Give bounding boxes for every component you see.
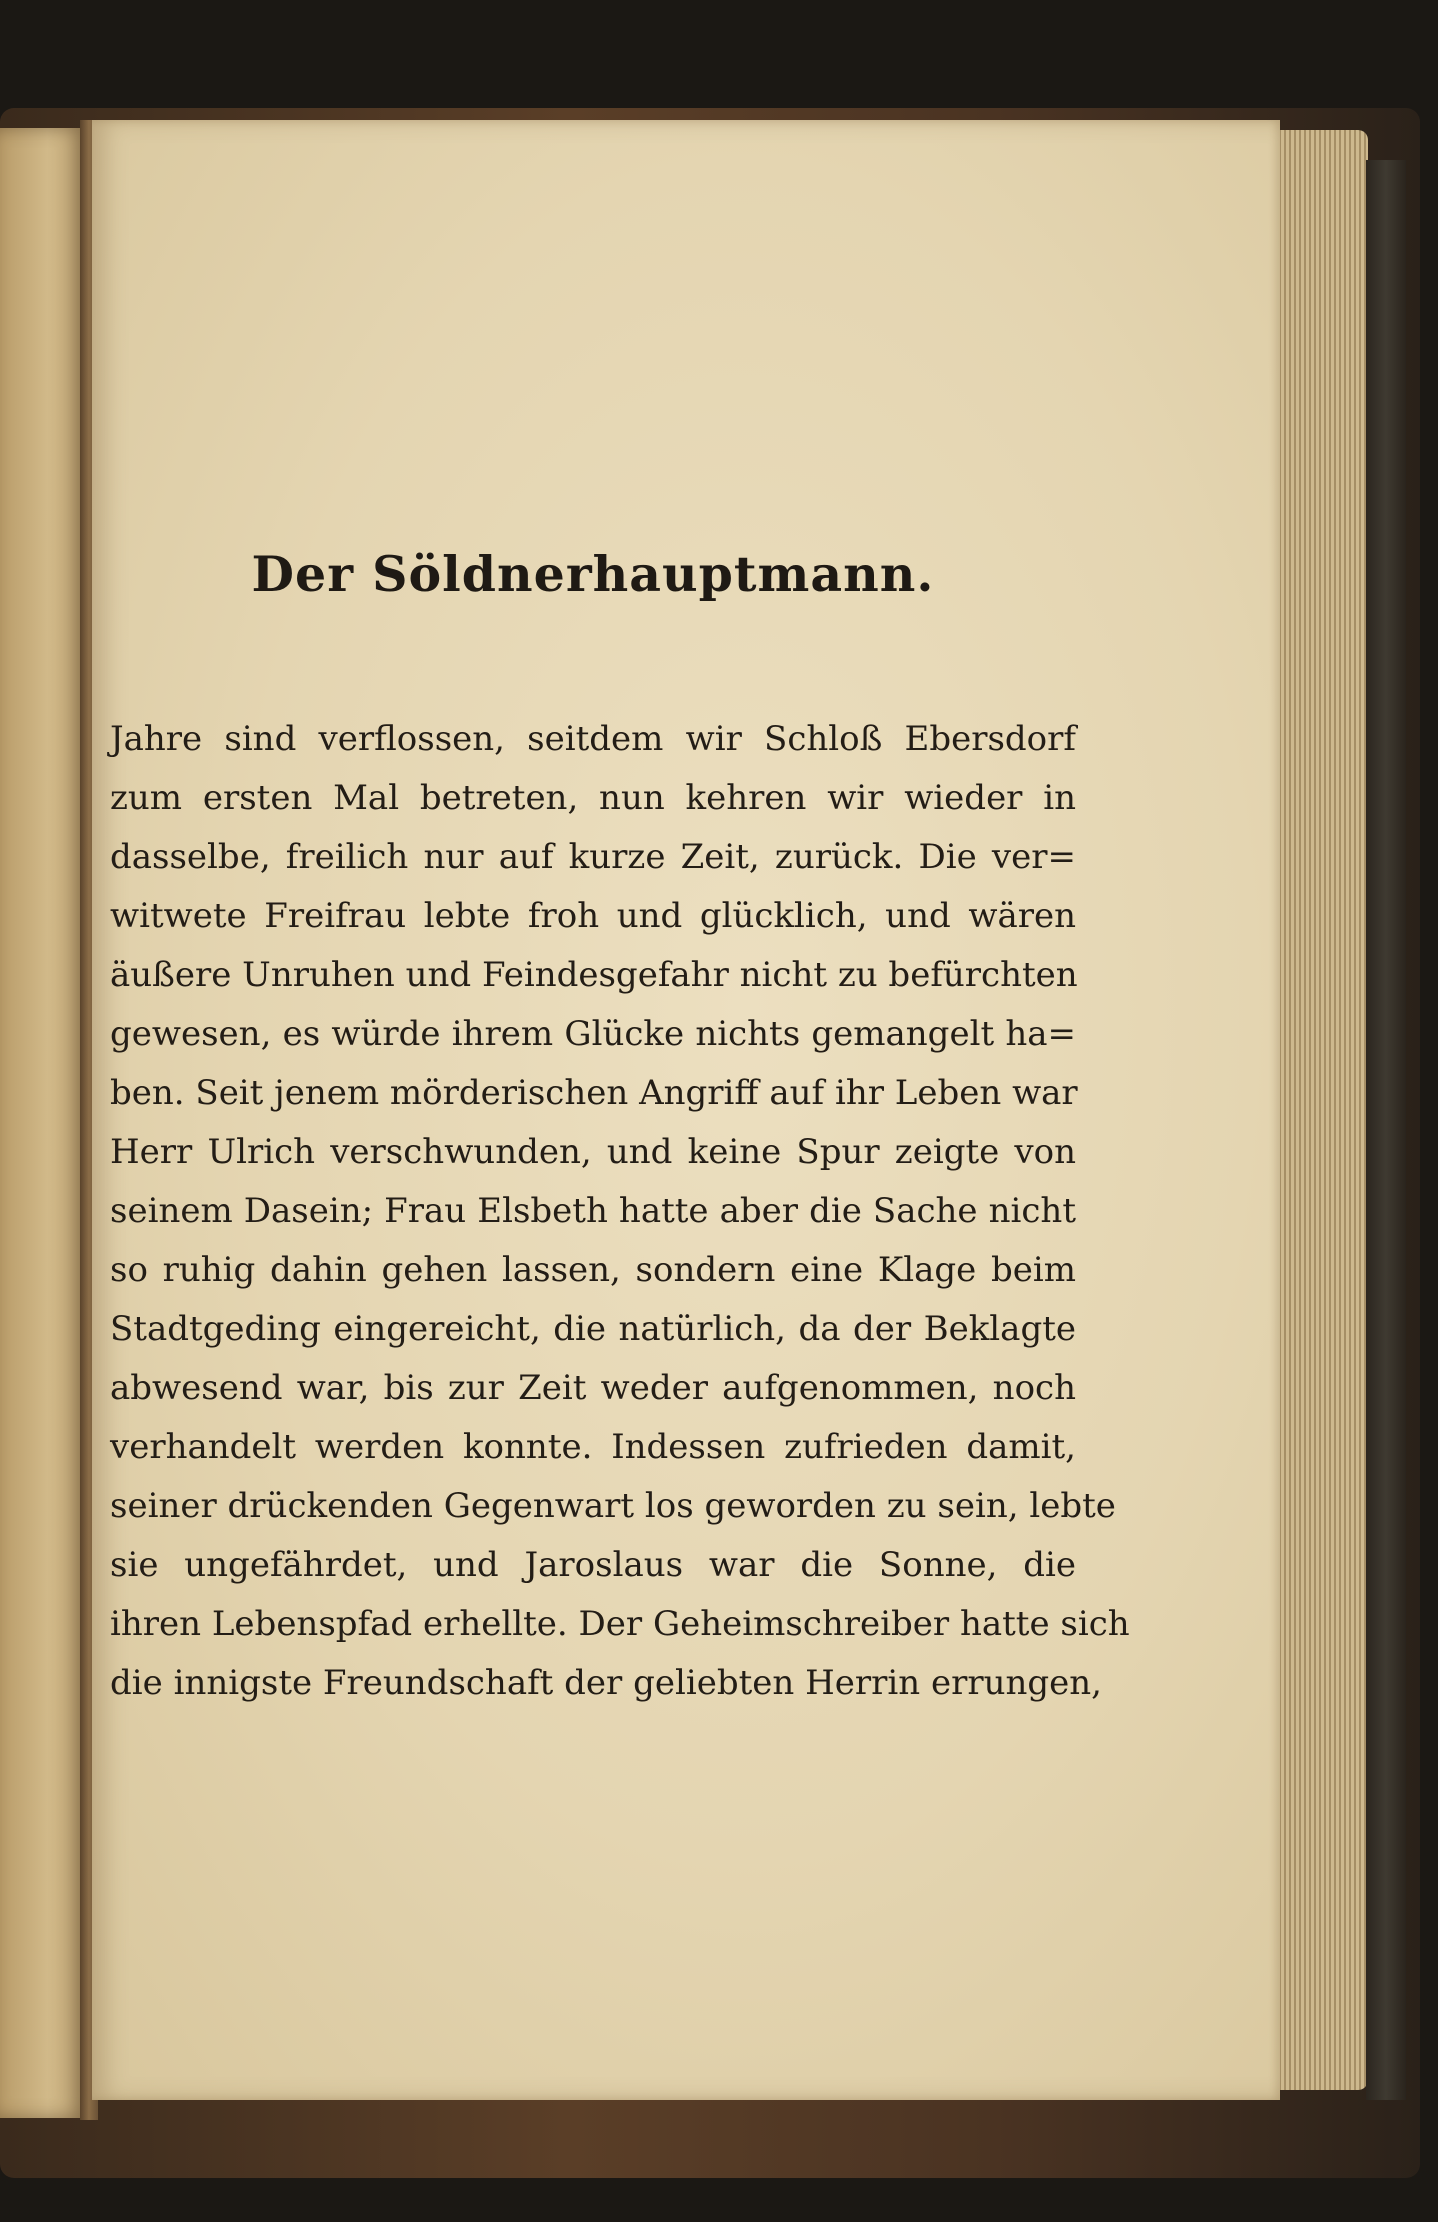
text-line: verhandelt werden konnte. Indessen zufrieden damit,: [110, 1427, 1076, 1467]
text-line: die innigste Freundschaft der geliebten Herrin errungen,: [110, 1663, 1102, 1703]
text-line: äußere Unruhen und Feindesgefahr nicht zu befürchten: [110, 955, 1078, 995]
facing-page-edge: [0, 128, 86, 2118]
text-line: gewesen, es würde ihrem Glücke nichts gemangelt ha=: [110, 1014, 1076, 1054]
page-block-edges: [1276, 130, 1368, 2090]
text-line: abwesend war, bis zur Zeit weder aufgenommen, noch: [110, 1368, 1076, 1408]
text-line: seiner drückenden Gegenwart los geworden zu sein, lebte: [110, 1486, 1116, 1526]
text-line: zum ersten Mal betreten, nun kehren wir wieder in: [110, 778, 1076, 818]
text-line: seinem Dasein; Frau Elsbeth hatte aber die Sache nicht: [110, 1191, 1076, 1231]
chapter-body-text: [110, 710, 1130, 1713]
text-line: witwete Freifrau lebte froh und glücklich, und wären: [110, 896, 1076, 936]
text-line: sie ungefährdet, und Jaroslaus war die Sonne, die: [110, 1545, 1076, 1585]
text-line: so ruhig dahin gehen lassen, sondern eine Klage beim: [110, 1250, 1076, 1290]
text-line: Jahre sind verflossen, seitdem wir Schloß Ebersdorf: [110, 719, 1076, 759]
chapter-title: Der Söldnerhauptmann.: [251, 545, 935, 603]
text-line: ihren Lebenspfad erhellte. Der Geheimschreiber hatte sich: [110, 1604, 1130, 1644]
cover-edge: [1366, 160, 1406, 2100]
text-line: Stadtgeding eingereicht, die natürlich, da der Beklagte: [110, 1309, 1076, 1349]
text-line: dasselbe, freilich nur auf kurze Zeit, zurück. Die ver=: [110, 837, 1076, 877]
text-line: Herr Ulrich verschwunden, und keine Spur zeigte von: [110, 1132, 1076, 1172]
text-line: ben. Seit jenem mörderischen Angriff auf ihr Leben war: [110, 1073, 1078, 1113]
